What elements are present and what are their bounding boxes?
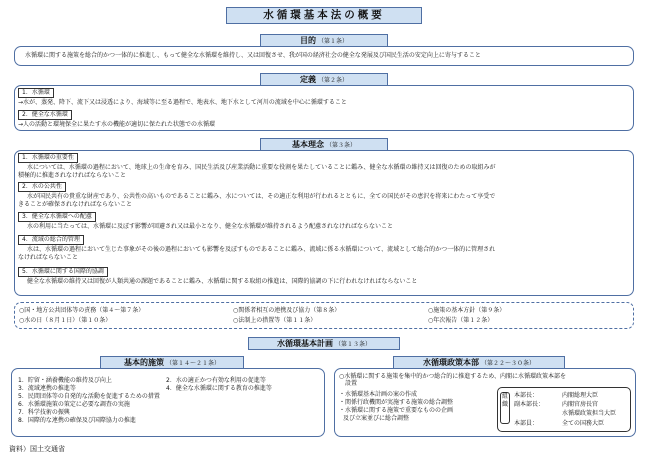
- measure-item: 6．水循環施策の策定に必要な調査の実施: [18, 401, 130, 408]
- definition-label: 1．水循環: [18, 88, 54, 98]
- principle-text: きることが確保されなければならないこと: [18, 201, 133, 208]
- definition-text: →人の活動と環境保全に果たす水の機能が適切に保たれた状態での水循環: [18, 121, 216, 128]
- principle-label: 3．健全な水循環への配慮: [18, 212, 96, 222]
- measures-header-label: 基本的施策: [123, 358, 164, 367]
- measure-item: 2．水の適正かつ有効な利用の促進等: [166, 377, 266, 384]
- source-note: 資料）国土交通省: [9, 445, 65, 453]
- principle-text: 健全な水循環の維持又は回復が人類共通の課題であることに鑑み、水循環に関する取組の推進は、国際的協調の下に行われなければならないこと: [27, 278, 418, 285]
- principle-label: 4．流域の総合的管理: [18, 235, 84, 245]
- plan-header: [248, 337, 400, 350]
- measures-article: （第１４～２１条）: [165, 360, 220, 367]
- org-role: 副本部長：: [514, 401, 545, 408]
- headquarters-intro: ○水循環に関する施策を集中的かつ総合的に推進するため、内閣に水循環政策本部を: [339, 373, 566, 380]
- principle-label: 1．水循環の重要性: [18, 153, 78, 163]
- measure-item: 1．貯留・涵養機能の維持及び向上: [18, 377, 112, 384]
- measure-item: 8．国際的な連携の確保及び国際協力の推進: [18, 417, 136, 424]
- headquarters-article: （第２２～３０条）: [480, 360, 535, 367]
- plan-article: （第１３条）: [334, 341, 371, 348]
- provision-item: ○年次報告（第１２条）: [428, 317, 494, 324]
- page-title: 水循環基本法の概要: [226, 7, 422, 24]
- definition-label: 2．健全な水循環: [18, 110, 72, 120]
- principle-text: 積極的に推進されなければならないこと: [18, 172, 127, 179]
- provisions-box: [14, 302, 634, 329]
- headquarters-task: ・水循環に関する施策で重要なものの企画: [339, 407, 454, 414]
- principles-article: （第３条）: [325, 142, 356, 149]
- principle-text: 水の利用に当たっては、水循環に及ぼす影響が回避され又は最小となり、健全な水循環が維持されるよう配慮されなければならないこと: [27, 223, 394, 230]
- principle-text: なければならないこと: [18, 254, 79, 261]
- principle-text: 水が国民共有の貴重な財産であり、公共性の高いものであることに鑑み、水については、その適正な利用が行われるとともに、全ての国民がその恵沢を将来にわたって享受で: [27, 193, 496, 200]
- provision-item: ○法制上の措置等（第１１条）: [233, 317, 317, 324]
- headquarters-header-label: 水循環政策本部: [422, 358, 479, 367]
- org-role: 本部員：: [514, 420, 539, 427]
- headquarters-task: ・水循環基本計画の案の作成: [339, 391, 418, 398]
- provision-item: ○施策の基本方針（第９条）: [428, 307, 506, 314]
- measures-box: [11, 368, 325, 437]
- principles-box: [14, 150, 634, 296]
- definitions-article: （第２条）: [317, 77, 348, 84]
- organization-table: [497, 387, 631, 432]
- definition-text: →水が、蒸発、降下、流下又は浸透により、海域等に至る過程で、地表水、地下水として河川の流域を中心に循環すること: [18, 99, 347, 106]
- principle-text: 水は、水循環の過程において生じた事象がその後の過程においても影響を及ぼすものであることに鑑み、流域に係る水循環について、流域として総合的かつ一体的に管理され: [27, 246, 496, 253]
- provision-item: ○国・地方公共団体等の責務（第４～第７条）: [19, 307, 145, 314]
- measure-item: 7．科学技術の振興: [18, 409, 70, 416]
- definitions-header-label: 定義: [299, 75, 316, 84]
- org-member: 水循環政策担当大臣: [562, 410, 617, 417]
- principle-label: 5．水循環に関する国際的協調: [18, 267, 108, 277]
- headquarters-intro: 設置: [345, 380, 358, 387]
- purpose-box: [14, 46, 634, 66]
- org-member: 内閣総理大臣: [562, 392, 599, 399]
- headquarters-box: [334, 368, 636, 437]
- principle-label: 2．水の公共性: [18, 182, 66, 192]
- purpose-article: （第１条）: [317, 38, 348, 45]
- principle-text: 水については、水循環の過程において、地球上の生命を育み、国民生活及び産業活動に重要な役割を果たしていることに鑑み、健全な水循環の維持又は回復のための取組みが: [27, 164, 496, 171]
- org-member: 全ての国務大臣: [562, 420, 605, 427]
- measure-item: 4．健全な水循環に関する教育の推進等: [166, 385, 272, 392]
- measure-item: 5．民間団体等の自発的な活動を促進するための措置: [18, 393, 160, 400]
- org-role: 本部長：: [514, 392, 539, 399]
- definitions-box: [14, 85, 634, 131]
- headquarters-task: ・関係行政機関が実施する施策の総合調整: [339, 399, 454, 406]
- plan-header-label: 水循環基本計画: [276, 339, 333, 348]
- principles-header-label: 基本理念: [291, 140, 324, 149]
- measure-item: 3．流域連携の推進等: [18, 385, 76, 392]
- purpose-text: 水循環に関する施策を総合的かつ一体的に推進し、もって健全な水循環を維持し、又は回復させ、我が国の経済社会の健全な発展及び国民生活の安定向上に寄与すること: [25, 52, 481, 59]
- provision-item: ○水の日（８月１日）（第１０条）: [19, 317, 112, 324]
- headquarters-task: 及び立案並びに総合調整: [343, 415, 410, 422]
- org-member: 内閣官房長官: [562, 401, 599, 408]
- provision-item: ○関係者相互の連携及び協力（第８条）: [233, 307, 341, 314]
- organization-label: 組織: [500, 392, 510, 424]
- purpose-header-label: 目的: [299, 36, 316, 45]
